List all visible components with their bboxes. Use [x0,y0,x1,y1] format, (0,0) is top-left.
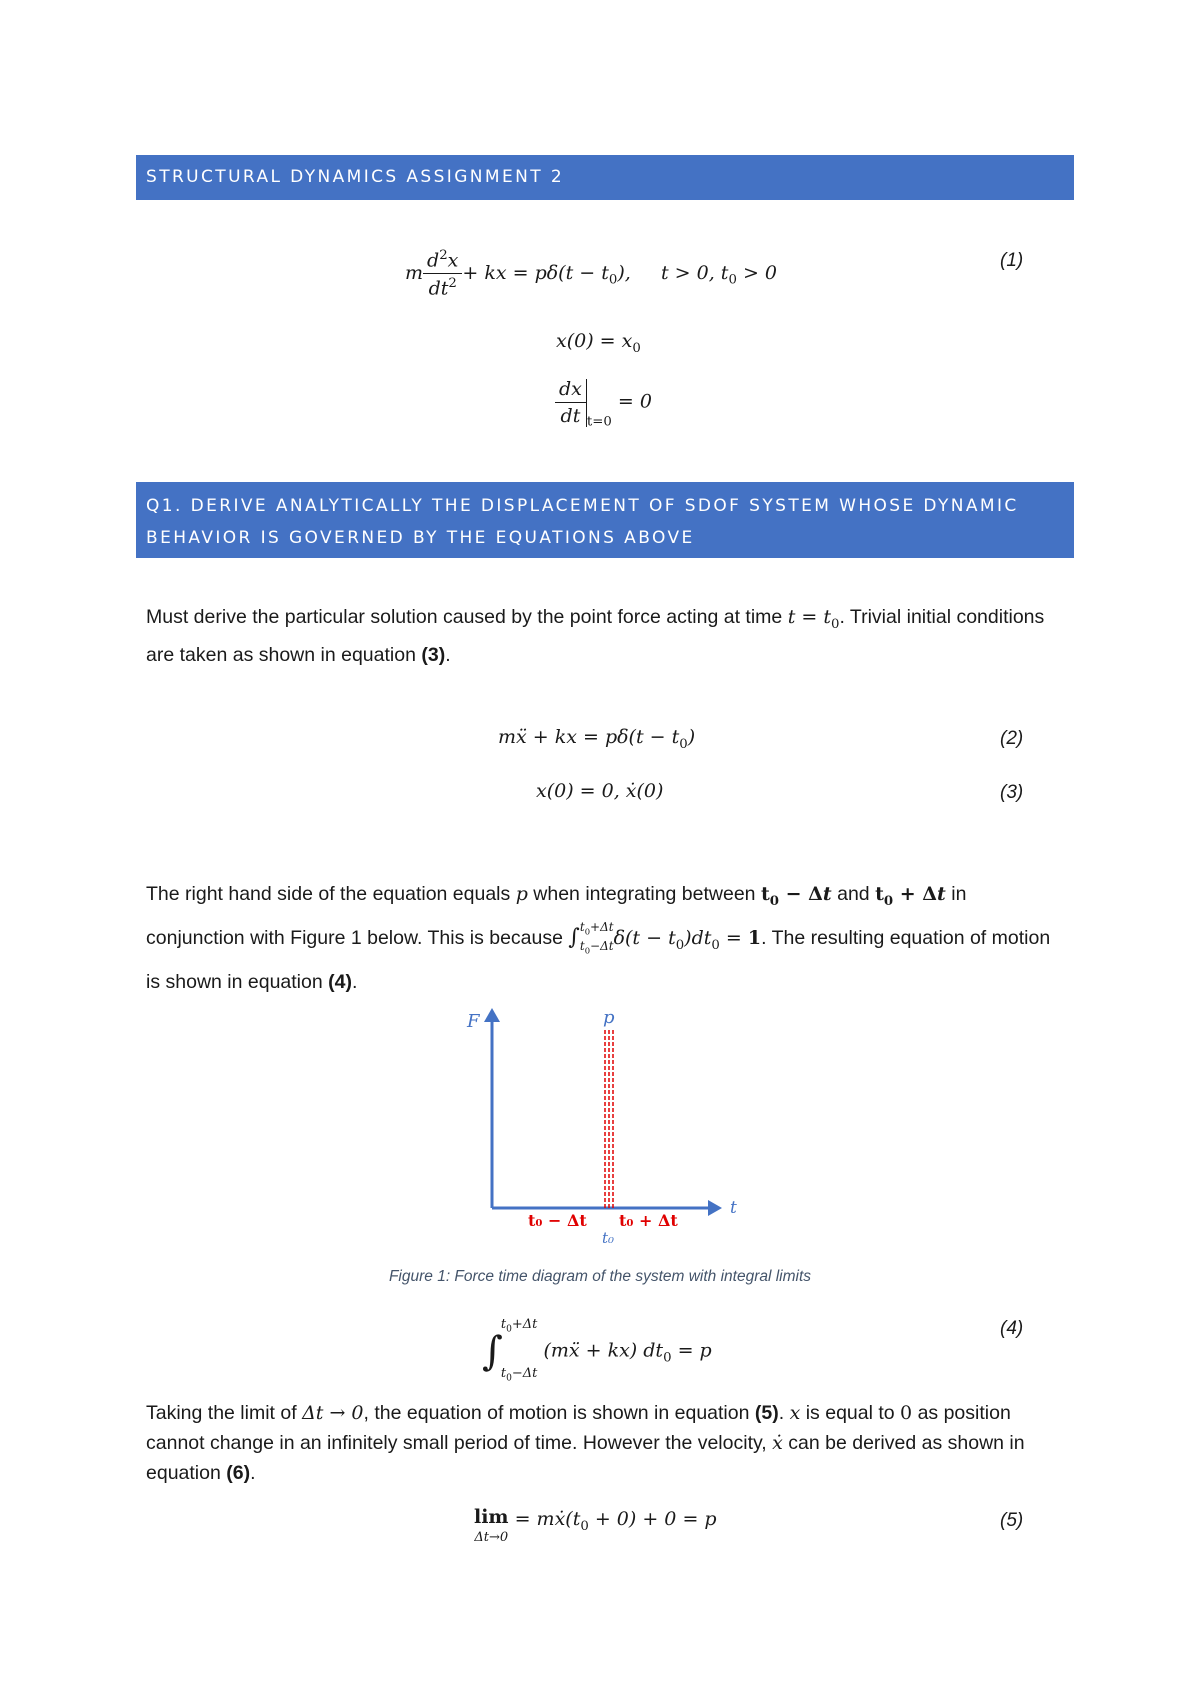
equation-3-number: (3) [1000,782,1024,803]
equation-2: mẍ + kx = $p\delta(t - t_0)$ [498,726,696,752]
time-axis-label: t [730,1198,737,1218]
equation-5-body: = mẋ(t [514,1508,581,1530]
limit-subscript: Δt→0 [474,1530,509,1545]
equation-6-reference: (6) [226,1462,251,1484]
equation-5-reference: (5) [754,1402,779,1424]
assignment-title: STRUCTURAL DYNAMICS ASSIGNMENT 2 [146,167,565,187]
paragraph-1: Must derive the particular solution caused by the point force acting at time $t = t_0$. Trivial initial conditions are taken as shown in equation (3). [146,606,1045,666]
equation-1-number: (1) [1000,250,1024,271]
equation-5: lim $\Delta t\to 0 = mẋ(t_0 + 0) + 0 = p$ [474,1506,717,1545]
equation-2-number: (2) [1000,728,1024,749]
paragraph-2-text-d: in conjunction with Figure 1 below. This is because [146,883,967,949]
paragraph-3-text-e: can be derived as shown in equation [146,1432,1025,1484]
paragraph-3-text-b: , the equation of motion is shown in equation [363,1402,750,1424]
paragraph-2: The right hand side of the equation equals p when integrating between $t_0 - \Delta t$ and $t_0 + \Delta t$ in conjunction with Figure 1 below. This is because $\int t_0+\Delta t$ $t_0-\Delta t\delta(t - t_0)dt_0 = 1$. The resulting equation of motion is shown in equation (4). [146,883,1051,993]
evaluation-point: t=0 [586,414,612,430]
equation-3-reference: (3) [421,643,446,666]
equation-1-condition: t > 0, t [661,261,729,284]
paragraph-2-text-b: when integrating between [533,883,756,905]
initial-condition-displacement-text: x(0) = x [556,330,633,352]
assignment-title-banner [136,155,1074,200]
equation-4-integrand: (mẍ + kx) dt [543,1339,664,1362]
paragraph-1-text-a: Must derive the particular solution caused by the point force acting at time [146,606,783,628]
equation-4-rhs: = p [677,1339,712,1362]
equation-1: m $\frac{d^2x}{dt^2}$ + kx = $p\delta(t - t_0)$, t > 0, $t_0 > 0$ [405,248,777,300]
equation-3-text: x(0) = 0, ẋ(0) [536,780,664,802]
paragraph-2-text-e: . The resulting equation of motion is shown in equation [146,926,1051,993]
time-axis-arrow [708,1200,722,1216]
paragraph-2-text-a: The right hand side of the equation equals [146,883,511,905]
force-time-diagram [440,1000,760,1250]
figure-1-caption: Figure 1: Force time diagram of the system with integral limits [388,1268,812,1285]
equation-5-rest: + 0) + 0 = p [588,1508,717,1530]
force-axis-label: F [467,1011,480,1032]
initial-condition-velocity-rhs: = 0 [617,390,652,413]
equation-4-reference: (4) [328,970,352,993]
left-limit-label: t₀ − Δt [528,1211,587,1230]
paragraph-3: Taking the limit of Δt → 0, the equation of motion is shown in equation (5). x is equal to 0 as position cannot change in an infinitely small period of time. However the velocity, ẋ can be derived as shown in equation (6). [146,1402,1025,1484]
paragraph-3-text-d: as position cannot change in an infinitely small period of time. However the velocity, [146,1402,1011,1454]
paragraph-2-text-c: and [837,883,870,905]
paragraph-3-text-c: is equal to [805,1402,895,1424]
impulse-label: p [603,1007,615,1028]
question-1-banner [136,482,1074,558]
initial-condition-velocity: $\frac{dx}{dt}$ $_{t=0}$ = 0 [555,378,652,430]
equation-5-number: (5) [1000,1510,1024,1531]
center-time-label: t₀ [602,1229,615,1247]
paragraph-3-text-a: Taking the limit of [146,1402,297,1424]
right-limit-label: t₀ + Δt [619,1211,678,1230]
question-1-heading: Q1. DERIVE ANALYTICALLY THE DISPLACEMENT OF SDOF SYSTEM WHOSE DYNAMIC BEHAVIOR IS GOVERNED BY THE EQUATIONS ABOVE [146,496,1019,548]
paragraph-1-text-b: . Trivial initial conditions are taken as shown in equation [146,606,1045,666]
initial-condition-displacement: $x(0) = x_0$ [556,330,641,356]
equation-4: $\int t_0+\Delta t$ $t_0-\Delta t$ (mẍ + kx) $dt_0 = p$ [482,1317,712,1384]
equation-2-text: mẍ + kx = pδ(t − t [498,726,680,748]
force-axis-arrow [484,1008,500,1022]
equation-4-number: (4) [1000,1318,1024,1339]
equation-3 [536,780,663,802]
limit-operator: lim [474,1506,509,1528]
